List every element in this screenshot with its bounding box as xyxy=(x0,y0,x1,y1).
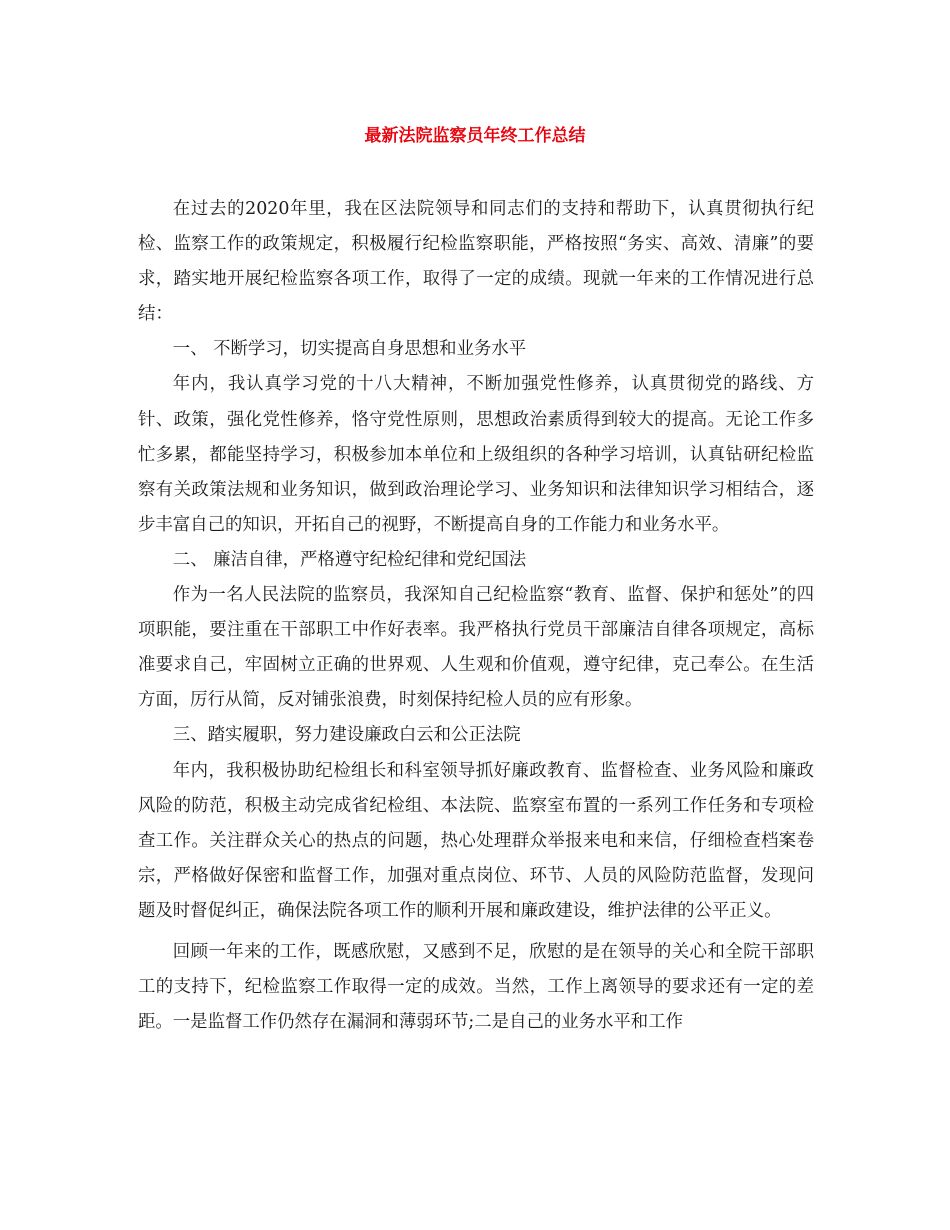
section-1-paragraph: 年内，我认真学习党的十八大精神，不断加强党性修养，认真贯彻党的路线、方针、政策，强化党性修养，恪守党性原则，思想政治素质得到较大的提高。无论工作多忙多累，都能坚持学习，积极参加本单位和上级组织的各种学习培训，认真钻研纪检监察有关政策法规和业务知识，做到政治理论学习、业务知识和法律知识学习相结合，逐步丰富自己的知识，开拓自己的视野，不断提高自身的工作能力和业务水平。 xyxy=(138,374,814,535)
intro-paragraph: 在过去的2020年里，我在区法院领导和同志们的支持和帮助下，认真贯彻执行纪检、监察工作的政策规定，积极履行纪检监察职能，严格按照“务实、高效、清廉”的要求，踏实地开展纪检监察各项工作，取得了一定的成绩。现就一年来的工作情况进行总结： xyxy=(138,199,814,325)
document-body xyxy=(138,192,814,1040)
section-heading-1: 一、 不断学习，切实提高自身思想和业务水平 xyxy=(172,339,527,360)
section-2-paragraph: 作为一名人民法院的监察员，我深知自己纪检监察“教育、监督、保护和惩处”的四项职能，要注重在干部职工中作好表率。我严格执行党员干部廉洁自律各项规定，高标准要求自己，牢固树立正确的世界观、人生观和价值观，遵守纪律，克己奉公。在生活方面，厉行从简，反对铺张浪费，时刻保持纪检人员的应有形象。 xyxy=(138,585,814,711)
document-title: 最新法院监察员年终工作总结 xyxy=(364,126,586,146)
review-paragraph: 回顾一年来的工作，既感欣慰，又感到不足，欣慰的是在领导的关心和全院干部职工的支持下，纪检监察工作取得一定的成效。当然，工作上离领导的要求还有一定的差距。一是监督工作仍然存在漏洞和薄弱环节;二是自己的业务水平和工作 xyxy=(138,941,814,1033)
section-heading-2: 二、 廉洁自律，严格遵守纪检纪律和党纪国法 xyxy=(172,549,527,570)
section-heading-3: 三、踏实履职，努力建设廉政白云和公正法院 xyxy=(172,725,521,746)
section-3-paragraph: 年内，我积极协助纪检组长和科室领导抓好廉政教育、监督检查、业务风险和廉政风险的防范，积极主动完成省纪检组、本法院、监察室布置的一系列工作任务和专项检查工作。关注群众关心的热点的问题，热心处理群众举报来电和来信，仔细检查档案卷宗，严格做好保密和监督工作，加强对重点岗位、环节、人员的风险防范监督，发现问题及时督促纠正，确保法院各项工作的顺利开展和廉政建设，维护法律的公平正义。 xyxy=(138,760,814,921)
